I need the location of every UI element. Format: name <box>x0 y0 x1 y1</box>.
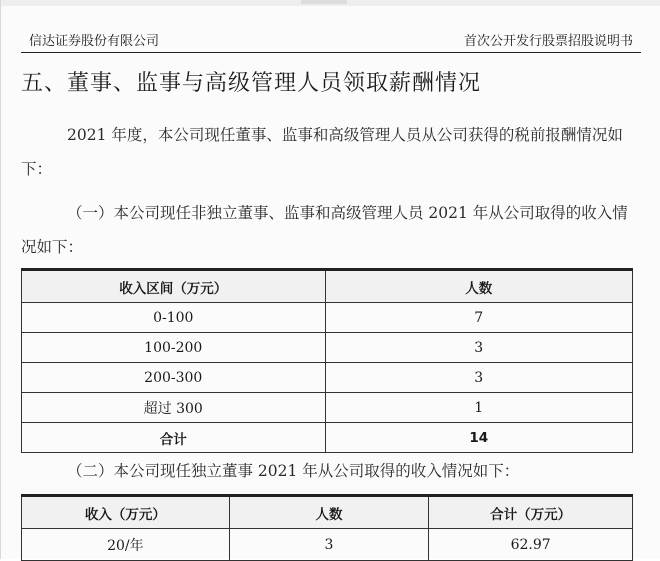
total-label: 合计 <box>22 423 326 453</box>
table-cell: 200-300 <box>22 363 326 393</box>
column-header-total: 合计（万元） <box>429 496 633 529</box>
table-row <box>22 393 633 423</box>
subsection-1-paragraph <box>21 196 641 264</box>
intro-paragraph <box>21 118 641 186</box>
column-header-income-range: 收入区间（万元） <box>22 270 326 303</box>
header-document-title: 首次公开发行股票招股说明书 <box>463 34 633 49</box>
table-cell: 3 <box>325 333 633 363</box>
subsection-2-text: （二）本公司现任独立董事 2021 年从公司取得的收入情况如下： <box>67 462 520 480</box>
column-header-count: 人数 <box>325 270 633 303</box>
subsection-2-paragraph <box>21 454 641 488</box>
viewer-top-strip <box>1 0 660 6</box>
header-company: 信达证券股份有限公司 <box>29 34 160 49</box>
header-divider <box>21 52 641 53</box>
table-cell: 超过 300 <box>22 393 326 423</box>
income-range-table <box>21 268 633 453</box>
section-title: 五、董事、监事与高级管理人员领取薪酬情况 <box>21 71 482 96</box>
table-header-row <box>22 270 633 303</box>
column-header-income: 收入（万元） <box>22 496 230 529</box>
table-row <box>22 529 633 561</box>
table-cell: 3 <box>229 529 429 561</box>
table-row <box>22 303 633 333</box>
table-cell: 3 <box>325 363 633 393</box>
table-row <box>22 333 633 363</box>
table-cell: 0-100 <box>22 303 326 333</box>
subsection-1-text: （一）本公司现任非独立董事、监事和高级管理人员 2021 年从公司取得的收入情况如下： <box>21 204 628 256</box>
table-total-row <box>22 423 633 453</box>
table-cell: 100-200 <box>22 333 326 363</box>
table-cell: 62.97 <box>429 529 633 561</box>
intro-text: 2021 年度，本公司现任董事、监事和高级管理人员从公司获得的税前报酬情况如下： <box>21 126 623 178</box>
table-cell: 20/年 <box>22 529 230 561</box>
table-cell: 7 <box>325 303 633 333</box>
table-cell: 1 <box>325 393 633 423</box>
viewer-scroll-marker <box>301 0 347 4</box>
column-header-count: 人数 <box>229 496 429 529</box>
independent-director-income-table <box>21 494 633 561</box>
table-row <box>22 363 633 393</box>
total-value: 14 <box>325 423 633 453</box>
table-header-row <box>22 496 633 529</box>
